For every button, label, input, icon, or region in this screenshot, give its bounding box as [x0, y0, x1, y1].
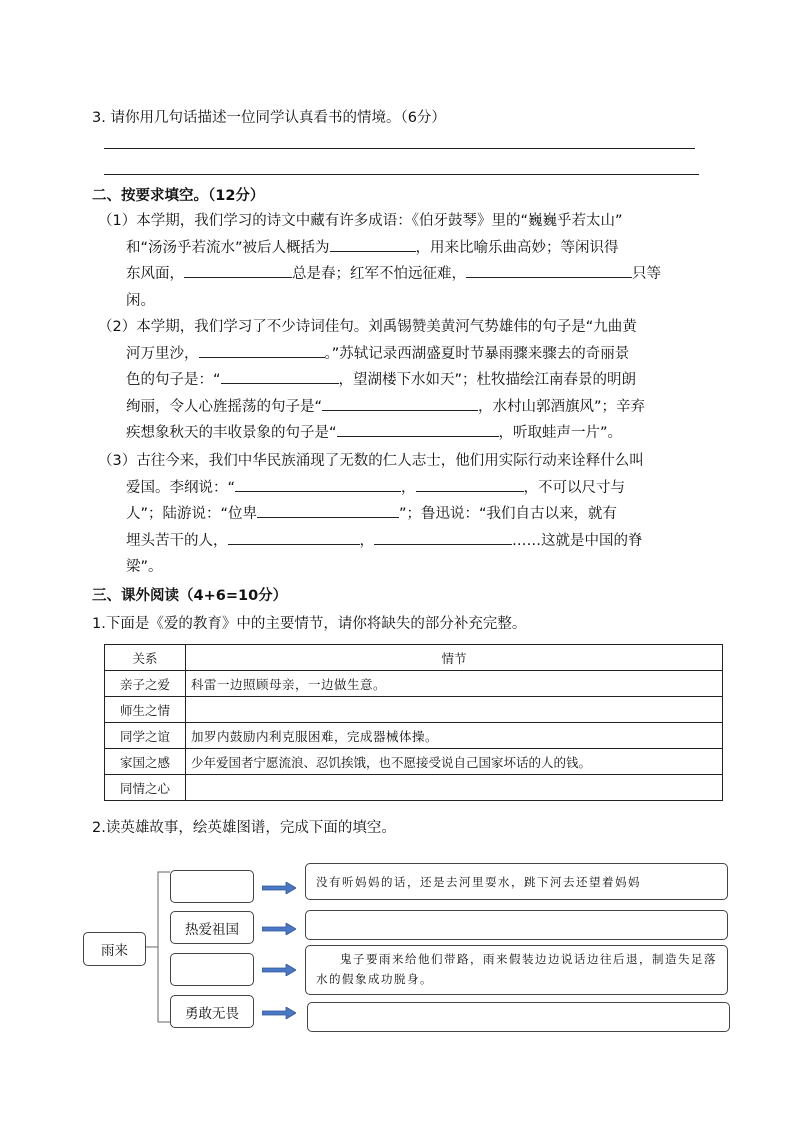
table-cell-relation: 亲子之爱	[105, 671, 186, 697]
q2-text-g: ，水村山郭酒旗风”；辛弃	[478, 398, 646, 415]
arrow-right-icon	[262, 882, 296, 894]
q2-text-f: 绚丽，令人心旌摇荡的句子是“	[126, 398, 323, 415]
trait-box-3-blank[interactable]	[170, 953, 254, 986]
trait-box-4: 勇敢无畏	[170, 995, 254, 1028]
table-cell-plot-blank[interactable]	[186, 697, 723, 723]
blank-4[interactable]	[199, 342, 325, 358]
table-header-row	[105, 645, 723, 671]
q1-text-f: 只等	[632, 266, 661, 282]
fill-question-3	[98, 448, 708, 581]
q1-line-a: （1）本学期，我们学习的诗文中藏有许多成语：《伯牙鼓琴》里的“巍巍乎若太山”	[98, 213, 623, 229]
q1-text-c: ，用来比喻乐曲高妙；等闲识得	[415, 239, 619, 256]
fill-question-1	[98, 208, 708, 314]
table-row	[105, 671, 723, 697]
blank-3[interactable]	[466, 262, 632, 278]
blank-2[interactable]	[184, 262, 292, 278]
blank-9[interactable]	[416, 476, 524, 492]
arrow-right-icon	[262, 923, 296, 935]
table-cell-plot: 科雷一边照顾母亲，一边做生意。	[186, 671, 723, 697]
question-3: 3. 请你用几句话描述一位同学认真看书的情境。（6分）	[92, 110, 446, 126]
table-cell-relation: 家国之感	[105, 749, 186, 775]
q2-text-d: 色的句子是：“	[126, 372, 221, 388]
q1-text-b: 和“汤汤乎若流水”被后人概括为	[126, 239, 330, 256]
q1-text-d: 东风面，	[126, 266, 184, 282]
q3-text-d: ，不可以尺寸与	[523, 479, 626, 496]
blank-7[interactable]	[337, 421, 499, 437]
answer-line-1[interactable]	[104, 148, 695, 149]
q2-text-e: ，望湖楼下水如天”；杜牧描绘江南春景的明朗	[338, 372, 637, 388]
blank-12[interactable]	[374, 529, 512, 545]
table-cell-plot: 加罗内鼓励内利克服困难，完成器械体操。	[186, 723, 723, 749]
table-header-relation: 关系	[105, 645, 186, 671]
table-header-plot: 情节	[186, 645, 723, 671]
q3-text-g: 埋头苦干的人，	[126, 532, 228, 549]
arrow-right-icon	[262, 964, 296, 976]
table-cell-relation: 同学之谊	[105, 723, 186, 749]
q2-line-a: （2）本学期，我们学习了不少诗词佳句。刘禹锡赞美黄河气势雄伟的句子是“九曲黄	[98, 319, 637, 335]
q2-text-h: 疾想象秋天的丰收景象的句子是“	[126, 425, 337, 441]
table-cell-plot-blank[interactable]	[186, 775, 723, 801]
table-row	[105, 749, 723, 775]
table-row	[105, 697, 723, 723]
detail-box-1: 没有听妈妈的话，还是去河里耍水，跳下河去还望着妈妈	[305, 863, 728, 900]
q3-text-i: ……这就是中国的脊	[512, 532, 643, 549]
fill-question-2	[98, 314, 708, 447]
q3-text-c: ，	[401, 479, 416, 496]
q3-text-f: ”；鲁迅说：“我们自古以来，就有	[399, 506, 618, 522]
q3-text-e: 人”；陆游说：“位卑	[126, 506, 258, 522]
section-2-title: 二、按要求填空。（12分）	[92, 188, 265, 204]
table-row	[105, 723, 723, 749]
blank-6[interactable]	[322, 395, 478, 411]
q1-text-e: 总是春；红军不怕远征难，	[292, 266, 466, 282]
trait-box-1-blank[interactable]	[170, 870, 254, 903]
trait-box-2: 热爱祖国	[170, 911, 254, 944]
q3-text-h: ，	[359, 532, 374, 549]
q2-text-i: ，听取蛙声一片”。	[498, 425, 623, 441]
blank-11[interactable]	[228, 529, 360, 545]
reading-question-1: 1.下面是《爱的教育》中的主要情节，请你将缺失的部分补充完整。	[92, 616, 527, 632]
table-cell-plot: 少年爱国者宁愿流浪、忍饥挨饿，也不愿接受说自己国家坏话的人的钱。	[186, 749, 723, 775]
plot-table	[104, 644, 723, 801]
q2-text-b: 河万里沙，	[126, 345, 199, 362]
answer-line-2[interactable]	[104, 174, 699, 175]
blank-8[interactable]	[235, 476, 401, 492]
diagram-root-yulai: 雨来	[83, 932, 146, 966]
section-3-title: 三、课外阅读（4+6=10分）	[92, 588, 288, 604]
q2-text-c: 。”苏轼记录西湖盛夏时节暴雨骤来骤去的奇丽景	[324, 345, 630, 362]
detail-box-4-blank[interactable]	[307, 1002, 730, 1032]
q3-text-b: 爱国。李纲说：“	[126, 479, 236, 496]
detail-box-2-blank[interactable]	[305, 910, 728, 940]
table-cell-relation: 师生之情	[105, 697, 186, 723]
detail-box-3: 鬼子要雨来给他们带路，雨来假装边边说话边往后退，制造失足落水的假象成功脱身。	[305, 945, 728, 995]
q1-text-g: 闲。	[126, 292, 155, 309]
table-cell-relation: 同情之心	[105, 775, 186, 801]
blank-1[interactable]	[330, 236, 416, 252]
table-row	[105, 775, 723, 801]
blank-10[interactable]	[257, 502, 399, 518]
blank-5[interactable]	[221, 368, 339, 384]
q3-line-a: （3）古往今来，我们中华民族涌现了无数的仁人志士，他们用实际行动来诠释什么叫	[98, 453, 644, 469]
reading-question-2: 2.读英雄故事，绘英雄图谱，完成下面的填空。	[92, 820, 396, 836]
arrow-right-icon	[262, 1007, 296, 1019]
q3-text-j: 梁”。	[126, 559, 163, 575]
